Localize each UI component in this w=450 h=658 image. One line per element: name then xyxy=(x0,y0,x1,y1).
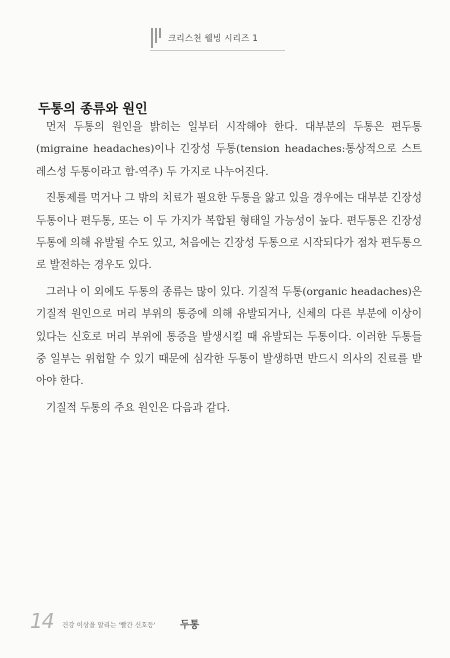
header-ornament-icon xyxy=(150,28,164,50)
section-title: 두통의 종류와 원인 xyxy=(38,102,148,117)
footer-series-label: 건강 이상을 알리는 '빨간 신호등' xyxy=(62,621,156,629)
header-rule xyxy=(150,50,285,51)
page-number: 14 xyxy=(30,609,54,633)
paragraph-3: 그러나 이 외에도 두통의 종류는 많이 있다. 기질적 두통(organic headaches)은 기질적 원인으로 머리 부위의 통증에 의해 유발되거나, 신체의 다른 부분에 이상이 있다는 신호로 머리 부위에 통증을 발생시킬 때 유발되는 두통이다. 이러한 두통들 중 일부는 위험할 수 있기 때문에 심각한 두통이 발생하면 반드시 의사의 진료를 받아야 한다. xyxy=(36,285,422,388)
page-footer xyxy=(30,609,290,637)
body-text xyxy=(36,116,422,419)
paragraph-2: 진통제를 먹거나 그 밖의 치료가 필요한 두통을 앓고 있을 경우에는 대부분 긴장성 두통이나 편두통, 또는 이 두 가지가 복합된 형태일 가능성이 높다. 편두통은 긴장성 두통에 의해 유발될 수도 있고, 처음에는 긴장성 두통으로 시작되다가 점차 편두통으로 발전하는 경우도 있다. xyxy=(36,192,422,272)
paragraph-1: 먼저 두통의 원인을 밝히는 일부터 시작해야 한다. 대부분의 두통은 편두통(migraine headaches)이나 긴장성 두통(tension headaches:통상적으로 스트레스성 두통이라고 함-역주) 두 가지로 나누어진다. xyxy=(36,121,422,178)
series-title: 크리스천 웰빙 시리즈 1 xyxy=(168,34,259,44)
paragraph-4: 기질적 두통의 주요 원인은 다음과 같다. xyxy=(46,401,230,414)
footer-topic: 두통 xyxy=(180,620,200,631)
running-header xyxy=(150,28,300,50)
